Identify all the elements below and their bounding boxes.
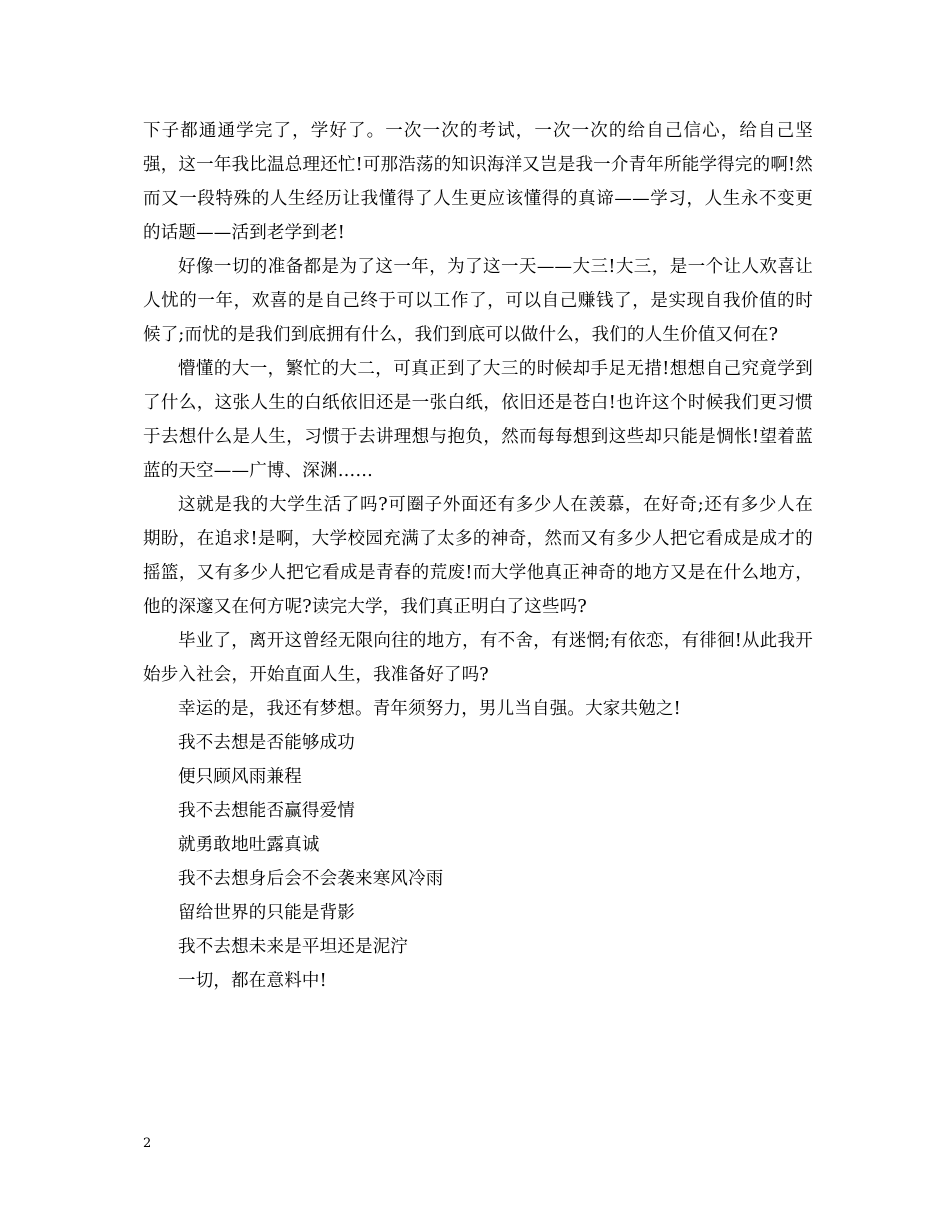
- document-body: [143, 114, 813, 998]
- verse-line: 我不去想身后会不会袭来寒风冷雨: [178, 869, 444, 889]
- verse-line: 我不去想能否赢得爱情: [178, 801, 355, 821]
- page-number: 2: [143, 1136, 152, 1151]
- verse-line: 我不去想是否能够成功: [178, 733, 355, 753]
- paragraph-graduation: 毕业了，离开这曾经无限向往的地方，有不舍，有迷惘;有依恋，有徘徊!从此我开始步入社会，开始直面人生，我准备好了吗?: [143, 631, 813, 685]
- paragraph-confusion: 懵懂的大一，繁忙的大二，可真正到了大三的时候却手足无措!想想自己究竟学到了什么，这张人生的白纸依旧还是一张白纸，依旧还是苍白!也许这个时候我们更习惯于去想什么是人生，习惯于去讲理想与抱负，然而每每想到这些却只能是惆怅!望着蓝蓝的天空——广博、深渊……: [143, 359, 813, 481]
- verse-line: 就勇敢地吐露真诚: [178, 835, 320, 855]
- verse-line: 我不去想未来是平坦还是泥泞: [178, 937, 409, 957]
- paragraph-dream: 幸运的是，我还有梦想。青年须努力，男儿当自强。大家共勉之!: [178, 699, 681, 719]
- paragraph-junior-year: 好像一切的准备都是为了这一年，为了这一天——大三!大三，是一个让人欢喜让人忧的一年，欢喜的是自己终于可以工作了，可以自己赚钱了，是实现自我价值的时候了;而忧的是我们到底拥有什么，我们到底可以做什么，我们的人生价值又何在?: [143, 257, 813, 345]
- verse-line: 便只顾风雨兼程: [178, 767, 302, 787]
- paragraph-continued: 下子都通通学完了，学好了。一次一次的考试，一次一次的给自己信心，给自己坚强，这一年我比温总理还忙!可那浩荡的知识海洋又岂是我一介青年所能学得完的啊!然而又一段特殊的人生经历让我懂得了人生更应该懂得的真谛——学习，人生永不变更的话题——活到老学到老!: [143, 121, 813, 243]
- verse-line: 一切，都在意料中!: [178, 971, 327, 991]
- verse-line: 留给世界的只能是背影: [178, 903, 355, 923]
- paragraph-college-life: 这就是我的大学生活了吗?可圈子外面还有多少人在羡慕，在好奇;还有多少人在期盼，在追求!是啊，大学校园充满了太多的神奇，然而又有多少人把它看成是成才的摇篮，又有多少人把它看成是青春的荒废!而大学他真正神奇的地方又是在什么地方，他的深邃又在何方呢?读完大学，我们真正明白了这些吗?: [143, 495, 813, 617]
